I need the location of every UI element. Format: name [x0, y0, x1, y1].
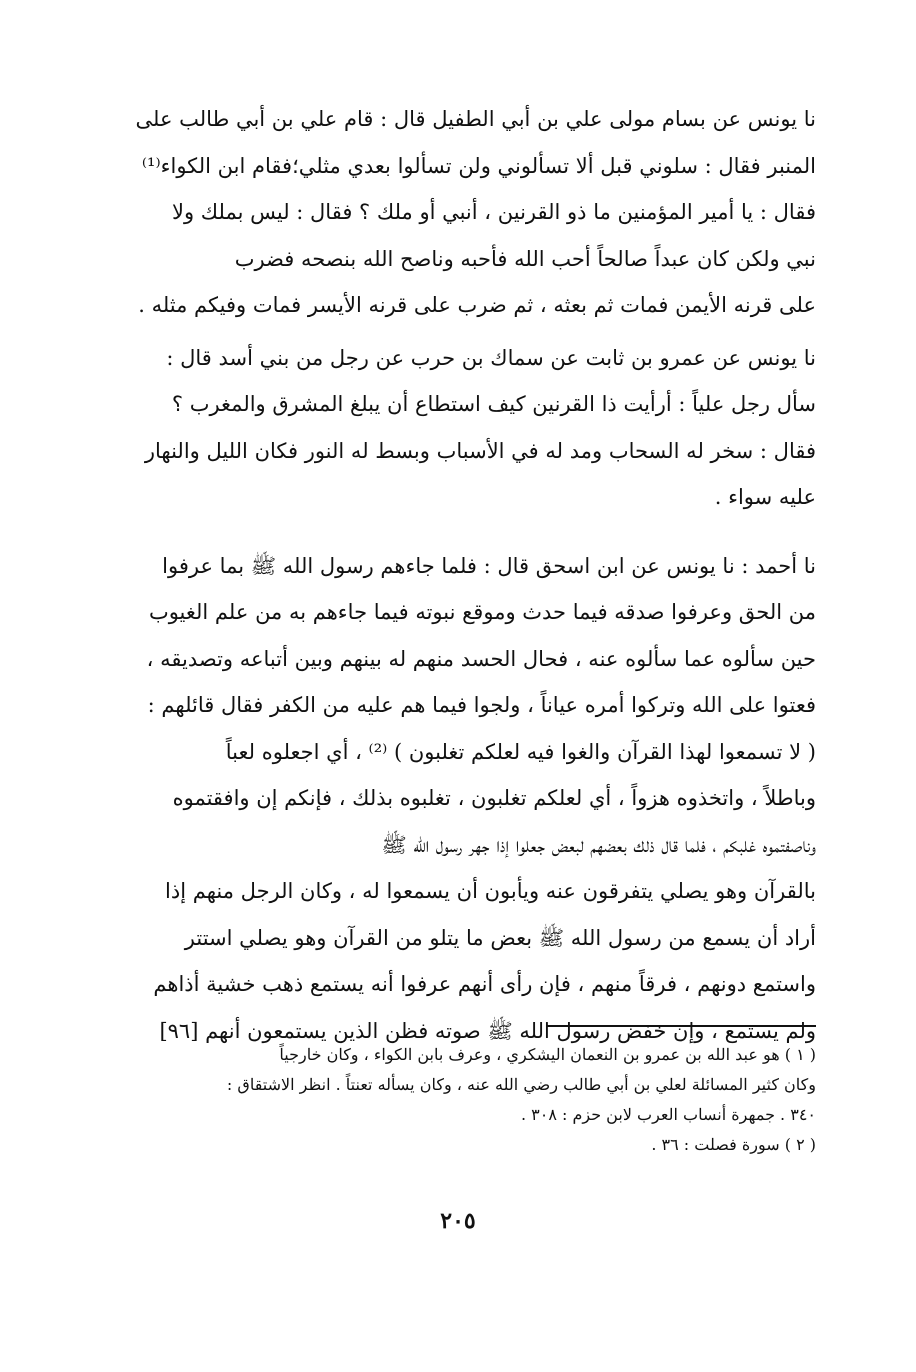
text-line: بالقرآن وهو يصلي يتفرقون عنه ويأبون أن يسمعوا له ، وكان الرجل منهم إذا — [165, 879, 816, 903]
text-line: فعتوا على الله وتركوا أمره عياناً ، ولجوا فيما هم عليه من الكفر فقال قائلهم : — [147, 693, 816, 717]
text-line: وناصفتموه غلبكم ، فلما قال ذلك بعضهم لبعض جعلوا إذا جهر رسول الله ﷺ — [381, 832, 816, 857]
text-line: حين سألوه عما سألوه عنه ، فحال الحسد منهم له بينهم وبين أتباعه وتصديقه ، — [146, 646, 816, 671]
footnotes — [100, 1040, 816, 1160]
page-number: ٢٠٥ — [440, 1208, 476, 1234]
text-line: نبي ولكن كان عبداً صالحاً أحب الله فأحبه وناصح الله بنصحه فضرب — [234, 246, 816, 271]
paragraph-2 — [100, 335, 816, 521]
footnote-line: وكان كثير المسائلة لعلي بن أبي طالب رضي الله عنه ، وكان يسأله تعنتاً . انظر الاشتقاق : — [226, 1075, 816, 1094]
text-line: نا أحمد : نا يونس عن ابن اسحق قال : فلما جاءهم رسول الله ﷺ بما عرفوا — [162, 553, 816, 578]
text-line: أراد أن يسمع من رسول الله ﷺ بعض ما يتلو من القرآن وهو يصلي استتر — [184, 925, 816, 950]
text-line: وباطلاً ، واتخذوه هزواً ، أي لعلكم تغلبون ، تغلبوه بذلك ، فإنكم إن وافقتموه — [172, 786, 816, 810]
text-line: على قرنه الأيمن فمات ثم بعثه ، ثم ضرب على قرنه الأيسر فمات وفيكم مثله . — [138, 293, 816, 317]
text-line: عليه سواء . — [714, 485, 816, 509]
text-line: نا يونس عن بسام مولى علي بن أبي الطفيل قال : قام علي بن أبي طالب على — [135, 107, 816, 131]
text-line: نا يونس عن عمرو بن ثابت عن سماك بن حرب عن رجل من بني أسد قال : — [166, 345, 816, 370]
text-line: المنبر فقال : سلوني قبل ألا تسألوني ولن تسألوا بعدي مثلي؛فقام ابن الكواء⁽¹⁾ — [141, 153, 816, 178]
text-line: ولم يستمع ، وإن خفض رسول الله ﷺ صوته فظن الذين يستمعون أنهم [٩٦] — [159, 1018, 816, 1043]
text-line: ( لا تسمعوا لهذا القرآن والغوا فيه لعلكم تغلبون ) ⁽²⁾ ، أي اجعلوه لعباً — [225, 739, 816, 764]
text-line: فقال : يا أمير المؤمنين ما ذو القرنين ، أنبي أو ملك ؟ فقال : ليس بملك ولا — [172, 200, 816, 224]
footnote-line: ( ٢ ) سورة فصلت : ٣٦ . — [651, 1135, 816, 1154]
text-line: فقال : سخر له السحاب ومد له في الأسباب وبسط له النور فكان الليل والنهار — [144, 438, 816, 463]
footnote-line: ٣٤٠ . جمهرة أنساب العرب لابن حزم : ٣٠٨ . — [520, 1105, 816, 1124]
text-line: سأل رجل علياً : أرأيت ذا القرنين كيف استطاع أن يبلغ المشرق والمغرب ؟ — [171, 392, 816, 416]
text-line: واستمع دونهم ، فرقاً منهم ، فإن رأى أنهم عرفوا أنه يستمع ذهب خشية أذاهم — [153, 972, 816, 996]
paragraph-1 — [100, 96, 816, 329]
footnote-divider — [546, 1025, 816, 1027]
main-text — [100, 96, 816, 1054]
footnote-line: ( ١ ) هو عبد الله بن عمرو بن النعمان اليشكري ، وعرف بابن الكواء ، وكان خارجياً — [279, 1045, 816, 1064]
text-line: من الحق وعرفوا صدقه فيما حدث وموقع نبوته فيما جاءهم به من علم الغيوب — [148, 600, 816, 624]
paragraph-3 — [100, 543, 816, 1055]
